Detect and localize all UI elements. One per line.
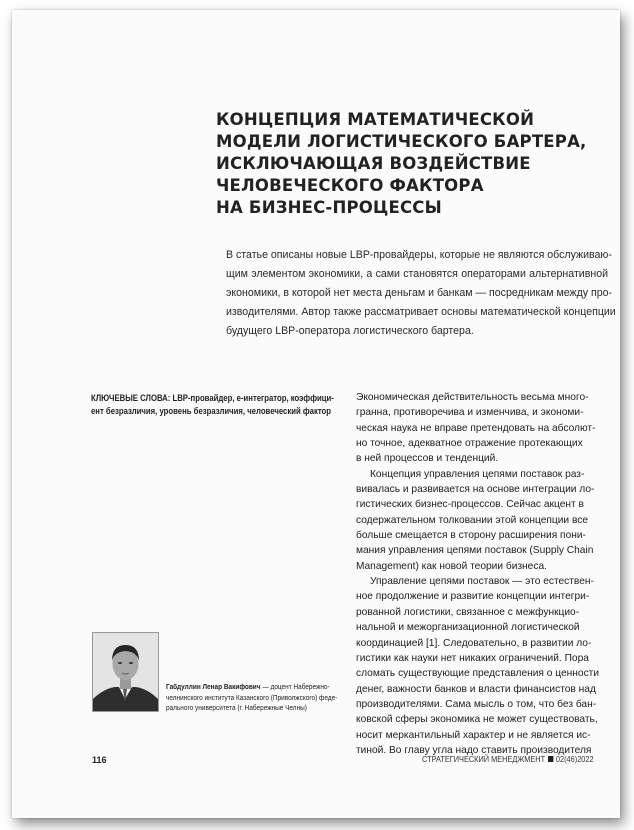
body-line: рованной логистики, связанное с межфункцио- [356,606,580,618]
journal-issue: 02(46)2022 [555,755,594,764]
body-line: больше смещается в сторону расширения пони- [356,530,586,542]
title-line: МОДЕЛИ ЛОГИСТИЧЕСКОГО БАРТЕРА, [216,132,587,151]
journal-name: СТРАТЕГИЧЕСКИЙ МЕНЕДЖМЕНТ [422,755,546,764]
body-line: денег, важности банков и власти финансистов над [356,683,596,695]
title-line: ИСКЛЮЧАЮЩАЯ ВОЗДЕЙСТВИЕ [216,154,531,173]
body-line: содержательном толковании этой концепции все [356,514,588,526]
body-line: Концепция управления цепями поставок раз- [370,468,585,480]
article-abstract [226,246,616,341]
body-line: ческая наука не вправе претендовать на абсолют- [356,422,596,434]
keywords-line: КЛЮЧЕВЫЕ СЛОВА: LBP-провайдер, е-интегратор, коэффици- [91,393,334,403]
body-line: гранна, противоречива и изменчива, и экономи- [356,407,584,419]
author-photo [92,632,159,712]
body-line: гистических бизнес-процессов. Сейчас акцент в [356,499,584,511]
page-number: 116 [92,755,107,765]
author-portrait-icon [93,633,158,711]
running-footer [422,755,594,764]
body-line: Управление цепями поставок — это естествен- [370,576,594,588]
article-title [216,109,596,219]
title-line: КОНЦЕПЦИЯ МАТЕМАТИЧЕСКОЙ [216,110,535,129]
body-line: но точное, адекватное отражение протекающих [356,438,583,450]
abstract-line: щим элементом экономики, а сами становятся операторами альтернативной [226,268,608,280]
body-line: Management) как новой теории бизнеса. [356,560,547,572]
body-line: вивалась и развивается на основе интеграции ло- [356,484,595,496]
body-line: производителями. Сама мысль о том, что без бан- [356,698,597,710]
keywords-block [91,392,340,418]
body-line: ковской сферы экономика не может существовать, [356,714,598,726]
keywords-line: ент безразличия, уровень безразличия, человеческий фактор [91,406,331,416]
author-bio-line [166,682,337,693]
body-line: носит меркантильный характер и не является ис- [356,729,591,741]
body-line: в ней процессов и тенденций. [356,453,499,465]
body-line: сломать существующие представления о ценности [356,668,600,680]
journal-page [12,10,620,818]
square-bullet-icon [548,756,553,762]
body-line: Экономическая действительность весьма много- [356,392,589,403]
abstract-line: будущего LBP-оператора логистического бартера. [226,325,474,337]
author-bio-line: рального университета (г. Набережные Челны) [166,703,307,712]
body-line: гистики как науки нет никаких ограничений. Пора [356,652,589,664]
body-line: мания управления цепями поставок (Supply Chain [356,545,594,557]
body-line: нальной и межорганизационной логистической [356,622,580,634]
author-name: Габдуллин Ленар Вакифович [166,682,261,691]
abstract-line: экономики, в которой нет места деньгам и банкам — посредникам между про- [226,287,613,299]
body-line: ное продолжение и развитие концепции интегри- [356,591,590,603]
author-position: — доцент Набережно- [260,682,330,691]
body-line: тиной. Во главу угла надо ставить производителя [356,744,592,756]
abstract-line: В статье описаны новые LBP-провайдеры, которые не являются обслуживаю- [226,249,612,261]
body-line: координацией [1]. Следовательно, в развитии ло- [356,637,592,649]
abstract-line: изводителями. Автор также рассматривает основы математической концепции [226,306,616,318]
title-line: НА БИЗНЕС-ПРОЦЕССЫ [216,198,442,217]
author-bio [166,682,337,714]
title-line: ЧЕЛОВЕЧЕСКОГО ФАКТОРА [216,176,484,195]
article-body [356,390,598,758]
author-bio-line: челнинского института Казанского (Приволжского) феде- [166,692,338,702]
